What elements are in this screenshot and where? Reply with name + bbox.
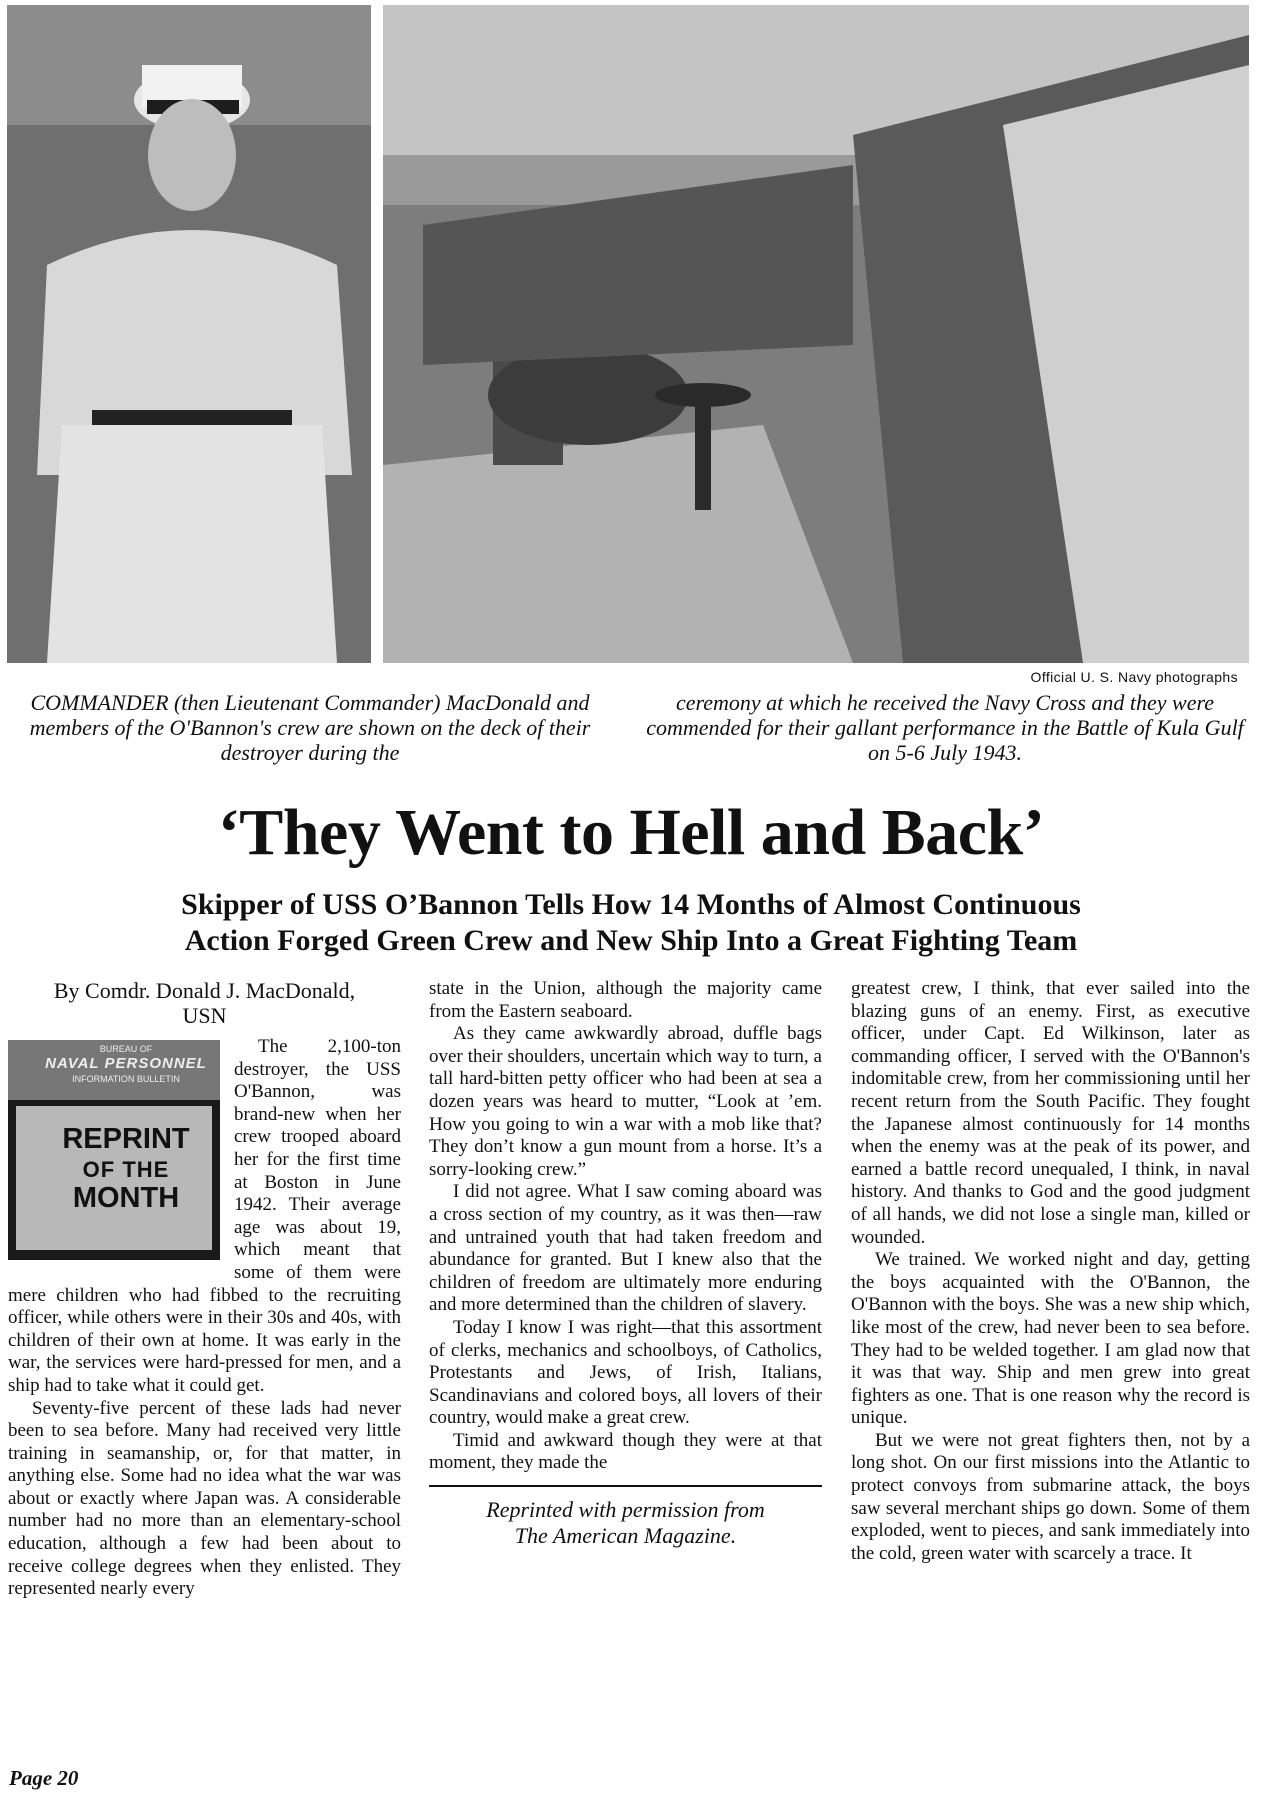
badge-header	[8, 1040, 220, 1100]
reprint-permission-note	[429, 1485, 822, 1549]
page-number: Page 20	[9, 1766, 79, 1790]
permission-line-1: Reprinted with permission from	[486, 1497, 765, 1523]
photo-caption-left: COMMANDER (then Lieutenant Commander) MacDonald and members of the O'Bannon's crew are shown on the deck of their destroyer during the	[29, 690, 591, 765]
col3-paragraph-3: But we were not great fighters then, not by a long shot. On our first missions into the Atlantic to protect convoys from submarine attack, the boys saw several merchant ships go down. Some of them exploded, went to pieces, and sank immediately into the cold, green water with scarcely a trace. It	[851, 1429, 1250, 1564]
col2-paragraph-2: As they came awkwardly abroad, duffle bags over their shoulders, uncertain which way to turn, a tall hard-bitten petty officer who had been at sea a dozen years was heard to mutter, “Look at ’em. How you going to win a war with a mob like that? They don’t know a gun mount from a horse. It’s a sorry-looking crew.”	[429, 1023, 822, 1180]
col2-paragraph-3: I did not agree. What I saw coming aboard was a cross section of my country, as it was then—raw and untrained youth that had taken freedom and abundance for granted. But I knew also that the children of freedom are ultimately more enduring and more determined than the children of slavery.	[429, 1181, 822, 1316]
badge-header-line-1: BUREAU OF	[99, 1044, 153, 1054]
commander-portrait-photo	[7, 5, 371, 663]
article-headline: ‘They Went to Hell and Back’	[217, 796, 1045, 869]
badge-line-month: MONTH	[72, 1182, 180, 1215]
col2-paragraph-1: state in the Union, although the majority came from the Eastern seaboard.	[429, 978, 822, 1022]
photo-caption-right: ceremony at which he received the Navy Cross and they were commended for their gallant performance in the Battle of Kula Gulf on 5-6 July 1943.	[646, 690, 1244, 765]
col1-paragraph-2: Seventy-five percent of these lads had never been to sea before. Many had received very little training in seamanship, or, for that matter, in anything else. Some had no idea what the war was about or exactly where Japan was. A considerable number had no more than an elementary-school education, although a few had been about to receive college degrees when they enlisted. They represented nearly every	[8, 1397, 401, 1600]
crew-on-deck-photo	[383, 5, 1249, 663]
byline-line-1: By Comdr. Donald J. MacDonald,	[53, 978, 356, 1003]
commander-portrait-graphic	[7, 5, 371, 663]
article-subheadline	[0, 887, 1262, 959]
badge-body	[16, 1106, 212, 1250]
col3-paragraph-1: greatest crew, I think, that ever sailed into the blazing guns of an enemy. First, as executive officer, under Capt. Ed Wilkinson, later as commanding officer, I served with the O'Bannon's indomitable crew, from her commissioning until her recent return from the South Pacific. They fought the Japanese almost continuously for 14 months when the enemy was at the peak of its power, and earned a battle record unequaled, I think, in naval history. And thanks to God and the good judgment of all hands, we did not lose a single man, killed or wounded.	[851, 978, 1250, 1248]
badge-header-line-2: NAVAL PERSONNEL	[45, 1055, 207, 1072]
badge-line-reprint: REPRINT	[62, 1123, 190, 1155]
article-column-2	[429, 978, 822, 1549]
col1-paragraph-1-start	[8, 1036, 401, 1398]
col2-paragraph-4: Today I know I was right—that this assortment of clerks, mechanics and schoolboys, of Catholics, Protestants and Jews, of Irish, Italians, Scandinavians and colored boys, all lovers of their country, would make a great crew.	[429, 1316, 822, 1429]
col3-paragraph-2: We trained. We worked night and day, getting the boys acquainted with the O'Bannon, the O'Bannon with the boys. She was a new ship which, like most of the crew, had never been to sea before. They had to be welded together. I am glad now that it was that way. Ship and men grew into great fighters as one. That is one reason why the record is unique.	[851, 1249, 1250, 1429]
reprint-of-the-month-badge	[8, 1040, 220, 1260]
badge-line-of-the: OF THE	[82, 1156, 170, 1182]
subhead-line-2: Action Forged Green Crew and New Ship Into a Great Fighting Team	[184, 924, 1078, 957]
permission-line-2: The American Magazine.	[514, 1523, 737, 1549]
col2-paragraph-5: Timid and awkward though they were at that moment, they made the	[429, 1429, 822, 1474]
byline-line-2: USN	[182, 1003, 227, 1028]
article-column-1	[8, 978, 401, 1601]
article-column-3	[851, 978, 1250, 1565]
byline	[8, 978, 401, 1028]
photo-credit: Official U. S. Navy photographs	[1030, 669, 1238, 685]
subhead-line-1: Skipper of USS O’Bannon Tells How 14 Months of Almost Continuous	[181, 888, 1081, 921]
col1-paragraph-1: The 2,100-ton destroyer, the USS O'Bannon, was brand-new when her crew trooped aboard her for the first time at Boston in June 1942. Their average age was about 19, which meant that some of them were mere children who had fibbed to the recruiting officer, while others were in their 30s and 40s, with children of their own at home. It was early in the war, the services were hard-pressed for men, and a ship had to take what it could get.	[8, 1036, 401, 1396]
crew-on-deck-graphic	[383, 5, 1249, 663]
badge-header-line-3: INFORMATION BULLETIN	[72, 1074, 180, 1084]
